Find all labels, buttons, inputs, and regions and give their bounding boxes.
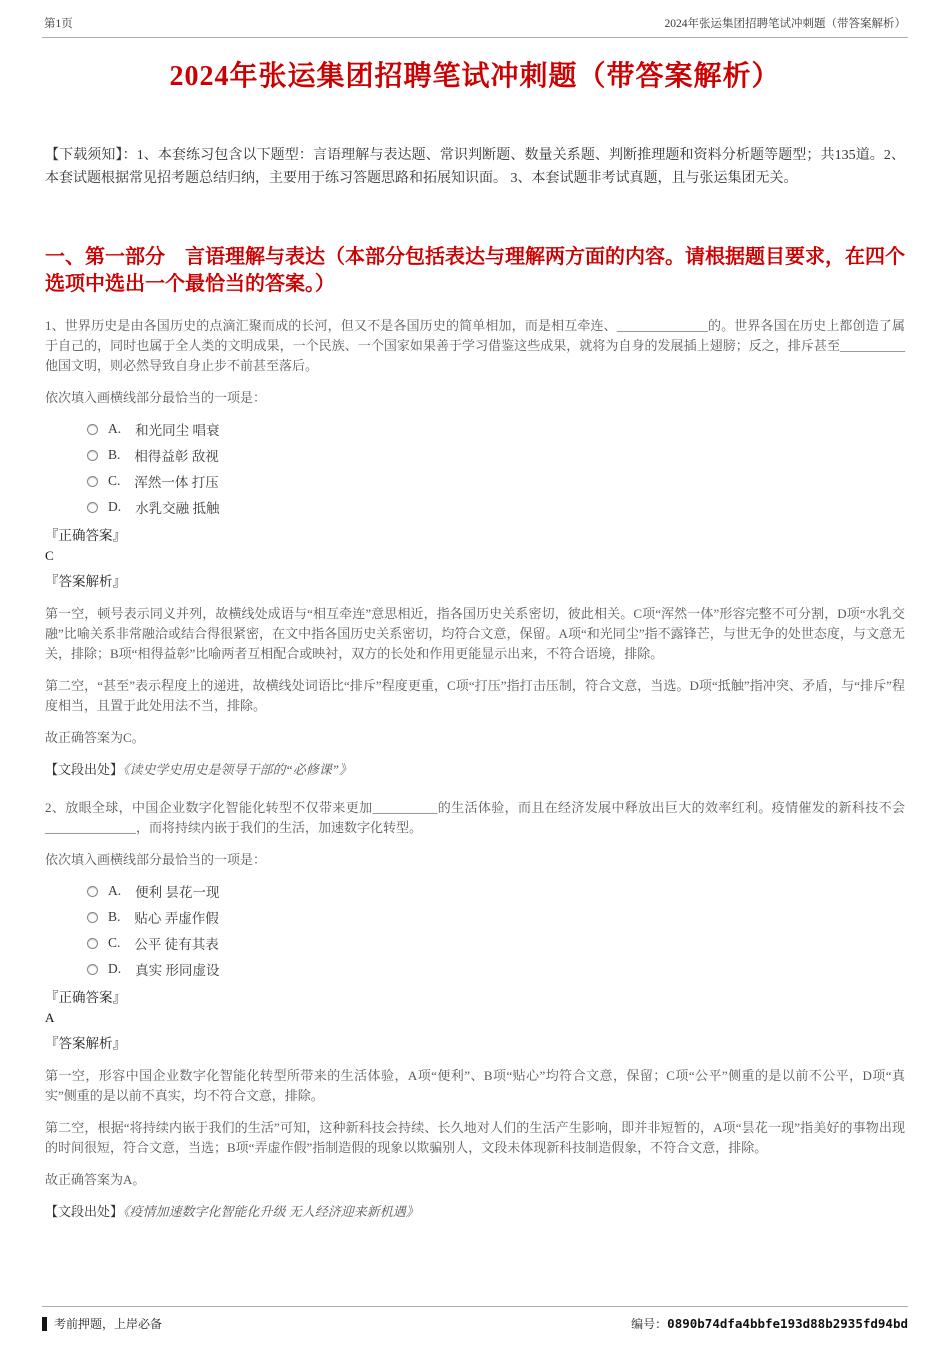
option-row[interactable] — [87, 956, 905, 982]
option-letter: C. — [108, 473, 121, 488]
option-row[interactable] — [87, 416, 905, 442]
correct-answer-value: A — [45, 1010, 55, 1025]
analysis-label: 『答案解析』 — [45, 1036, 126, 1051]
option-letter: B. — [108, 909, 121, 924]
page-footer — [42, 1306, 908, 1345]
analysis-conclusion: 故正确答案为C。 — [45, 730, 145, 745]
question-stem: 1、世界历史是由各国历史的点滴汇聚而成的长河，但又不是各国历史的简单相加，而是相互牵连、______________的。世界各国在历史上都创造了属于自己的，同时也属于全人类的文明成果，一个民族、一个国家如果善于学习借鉴这些成果，就将为自身的发展插上翅膀；反之，排斥甚至__________他国文明，则必然导致自身止步不前甚至落后。 — [45, 318, 905, 373]
option-letter: A. — [108, 421, 122, 436]
analysis-paragraph: 第一空，顿号表示同义并列，故横线处成语与“相互牵连”意思相近，指各国历史关系密切，彼此相关。C项“浑然一体”形容完整不可分割，D项“水乳交融”比喻关系非常融洽或结合得很紧密，在文中指各国历史关系密切，均符合文意，保留。A项“和光同尘”指不露锋芒，与世无争的处世态度，与文意无关，排除；B项“相得益彰”比喻两者互相配合或映衬，双方的长处和作用更能显示出来，不符合语境，排除。 — [45, 606, 905, 661]
source-label: 【文段出处】 — [45, 1204, 124, 1219]
option-text: 便利 昙花一现 — [135, 885, 220, 900]
option-text: 水乳交融 抵触 — [135, 501, 220, 516]
serial-label: 编号： — [631, 1317, 668, 1331]
correct-answer-value: C — [45, 548, 54, 563]
option-row[interactable] — [87, 468, 905, 494]
option-row[interactable] — [87, 442, 905, 468]
option-letter: D. — [108, 961, 122, 976]
option-letter: A. — [108, 883, 122, 898]
radio-button-icon[interactable] — [87, 476, 98, 487]
document-title: 2024年张运集团招聘笔试冲刺题（带答案解析） — [169, 61, 781, 92]
question-prompt: 依次填入画横线部分最恰当的一项是： — [45, 390, 267, 405]
option-row[interactable] — [87, 878, 905, 904]
analysis-conclusion: 故正确答案为A。 — [45, 1172, 146, 1187]
radio-button-icon[interactable] — [87, 450, 98, 461]
source-line — [45, 760, 905, 780]
section-heading: 一、第一部分 言语理解与表达（本部分包括表达与理解两方面的内容。请根据题目要求，在四个选项中选出一个最恰当的答案。） — [45, 246, 905, 295]
option-letter: D. — [108, 499, 122, 514]
source-title: 《读史学史用史是领导干部的“必修课”》 — [123, 762, 352, 777]
options-list — [45, 878, 905, 982]
option-text: 公平 徒有其表 — [134, 937, 219, 952]
radio-button-icon[interactable] — [87, 912, 98, 923]
option-text: 真实 形同虚设 — [135, 963, 220, 978]
analysis-paragraph: 第二空，根据“将持续内嵌于我们的生活”可知，这种新科技会持续、长久地对人们的生活产生影响，即并非短暂的，A项“昙花一现”指美好的事物出现的时间很短，符合文意，当选；B项“弄虚作假”指制造假的现象以欺骗别人，文段未体现新科技制造假象，不符合文意，排除。 — [45, 1120, 905, 1155]
radio-button-icon[interactable] — [87, 938, 98, 949]
header-doc-title: 2024年张运集团招聘笔试冲刺题（带答案解析） — [664, 18, 906, 30]
serial-number: 0890b74dfa4bbfe193d88b2935fd94bd — [667, 1316, 908, 1331]
correct-answer-label: 『正确答案』 — [45, 990, 126, 1005]
question-block-2 — [45, 798, 905, 1222]
download-notice: 【下载须知】：1、本套练习包含以下题型：言语理解与表达题、常识判断题、数量关系题、判断推理题和资料分析题等题型；共135道。2、本套试题根据常见招考题总结归纳，主要用于练习答题思路和拓展知识面。 3、本套试题非考试真题，且与张运集团无关。 — [45, 148, 905, 186]
option-letter: C. — [108, 935, 121, 950]
source-label: 【文段出处】 — [45, 762, 124, 777]
option-row[interactable] — [87, 930, 905, 956]
analysis-label: 『答案解析』 — [45, 574, 126, 589]
footer-marker-bar — [42, 1317, 47, 1331]
option-row[interactable] — [87, 494, 905, 520]
option-text: 浑然一体 打压 — [134, 475, 219, 490]
header-page-number: 第1页 — [44, 18, 73, 30]
options-list — [45, 416, 905, 520]
question-prompt: 依次填入画横线部分最恰当的一项是： — [45, 852, 267, 867]
source-line — [45, 1202, 905, 1222]
radio-button-icon[interactable] — [87, 964, 98, 975]
analysis-paragraph: 第二空，“甚至”表示程度上的递进，故横线处词语比“排斥”程度更重，C项“打压”指打击压制，符合文意，当选。D项“抵触”指冲突、矛盾，与“排斥”程度相当，且置于此处用法不当，排除。 — [45, 678, 905, 713]
radio-button-icon[interactable] — [87, 424, 98, 435]
footer-slogan-group — [42, 1315, 162, 1332]
radio-button-icon[interactable] — [87, 886, 98, 897]
footer-serial-group — [631, 1315, 908, 1332]
option-text: 贴心 弄虚作假 — [134, 911, 219, 926]
question-stem: 2、放眼全球，中国企业数字化智能化转型不仅带来更加__________的生活体验，而且在经济发展中释放出巨大的效率红利。疫情催发的新科技不会______________，而将持续内嵌于我们的生活，加速数字化转型。 — [45, 800, 905, 835]
option-row[interactable] — [87, 904, 905, 930]
option-text: 相得益彰 敌视 — [134, 449, 219, 464]
analysis-paragraph: 第一空，形容中国企业数字化智能化转型所带来的生活体验，A项“便利”、B项“贴心”均符合文意，保留；C项“公平”侧重的是以前不公平，D项“真实”侧重的是以前不真实，均不符合文意，排除。 — [45, 1068, 905, 1103]
option-letter: B. — [108, 447, 121, 462]
source-title: 《疫情加速数字化智能化升级 无人经济迎来新机遇》 — [123, 1204, 419, 1219]
radio-button-icon[interactable] — [87, 502, 98, 513]
option-text: 和光同尘 唱衰 — [135, 423, 220, 438]
correct-answer-label: 『正确答案』 — [45, 528, 126, 543]
page-header — [42, 0, 908, 38]
footer-slogan: 考前押题，上岸必备 — [54, 1317, 163, 1331]
question-block-1 — [45, 316, 905, 780]
